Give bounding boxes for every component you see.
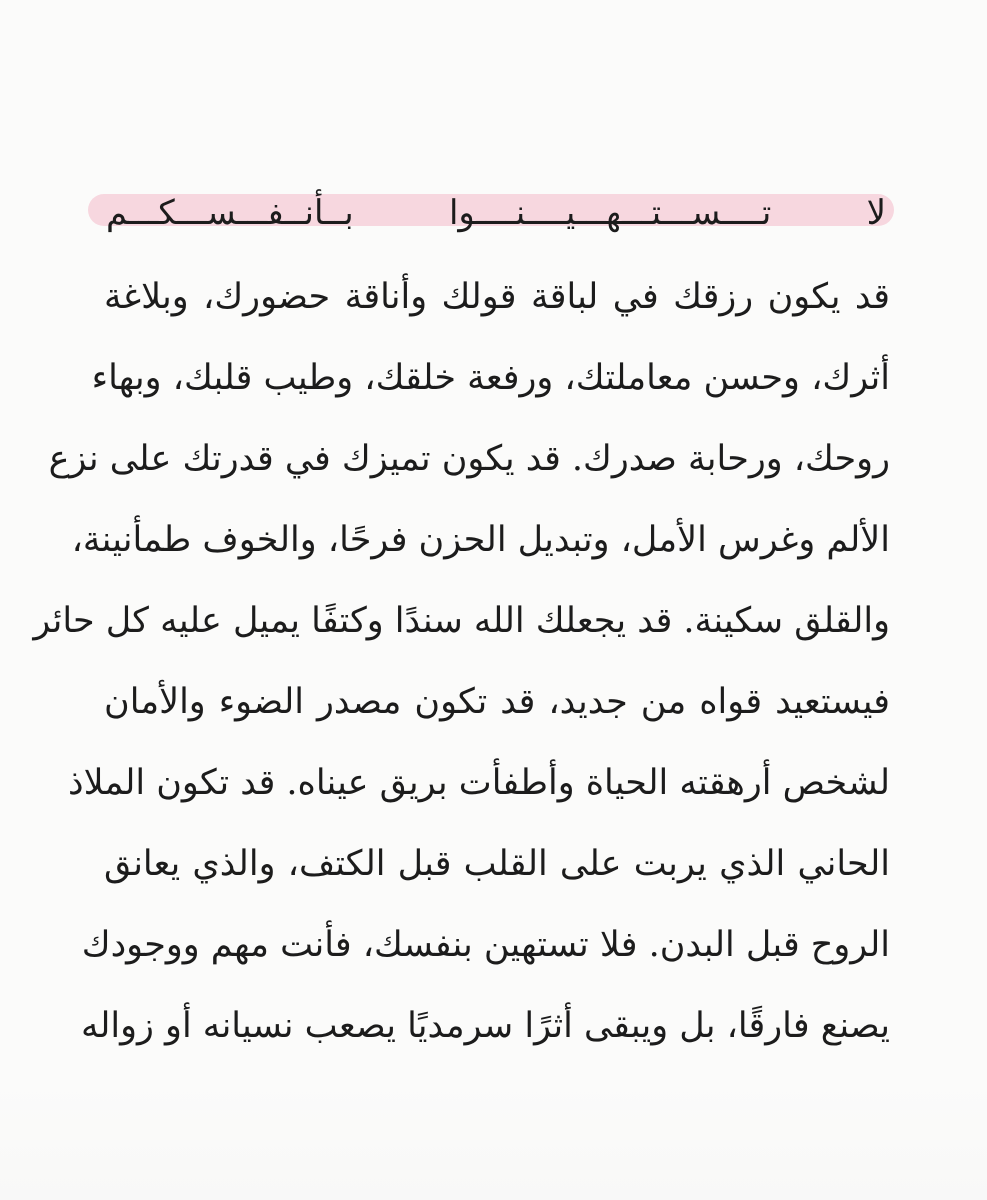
page-bottom-shadow <box>0 1080 987 1200</box>
text-line-7: لشخص أرهقته الحياة وأطفأت بريق عيناه. قد تكون الملاذ <box>68 763 890 803</box>
text-line-6: فيستعيد قواه من جديد، قد تكون مصدر الضوء والأمان <box>104 682 890 722</box>
text-line-5: والقلق سكينة. قد يجعلك الله سندًا وكتفًا يميل عليه كل حائر <box>33 601 890 641</box>
text-line-9: الروح قبل البدن. فلا تستهين بنفسك، فأنت مهم ووجودك <box>81 925 890 965</box>
text-line-3: روحك، ورحابة صدرك. قد يكون تميزك في قدرتك على نزع <box>48 439 890 479</box>
text-line-1: قد يكون رزقك في لباقة قولك وأناقة حضورك، وبلاغة <box>104 277 890 317</box>
text-line-4: الألم وغرس الأمل، وتبديل الحزن فرحًا، والخوف طمأنينة، <box>71 520 890 560</box>
title-block <box>88 191 894 239</box>
text-line-2: أثرك، وحسن معاملتك، ورفعة خلقك، وطيب قلبك، وبهاء <box>91 358 890 398</box>
body-text <box>33 262 890 1072</box>
page-title: لا تــــســـتـــهـــيــــنــــوا بــأنــفـــســـكـــم <box>106 193 886 233</box>
text-line-8: الحاني الذي يربت على القلب قبل الكتف، والذي يعانق <box>104 844 890 884</box>
text-line-10: يصنع فارقًا، بل ويبقى أثرًا سرمديًا يصعب نسيانه أو زواله <box>80 1006 890 1046</box>
